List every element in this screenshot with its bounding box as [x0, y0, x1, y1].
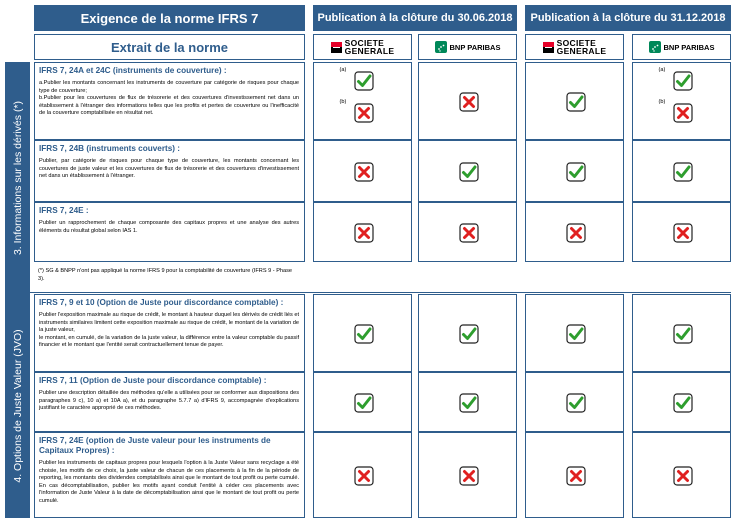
requirement-cell-24e-equity: [34, 432, 305, 518]
bnp-logo-text: BNP PARIBAS: [449, 42, 501, 52]
societe-generale-logo: [331, 39, 395, 55]
check-icon: [354, 324, 374, 344]
verdict-cell-sg-12: [525, 372, 624, 432]
requirement-title: IFRS 7, 9 et 10 (Option de Juste pour discordance comptable) :: [39, 298, 284, 307]
header-pub-2018-12: Publication à la clôture du 31.12.2018: [525, 5, 731, 31]
requirement-cell-9-10: [34, 294, 305, 372]
sub-item-label: (a): [658, 67, 666, 73]
cross-icon: [566, 466, 586, 486]
sg-logo-line2: GENERALE: [556, 46, 607, 56]
verdict-cell-sg-12: [525, 140, 624, 202]
check-icon: [459, 324, 479, 344]
verdict-cell-sg-06: [313, 140, 412, 202]
verdict-cell-bnp-12: [632, 62, 731, 140]
verdict-cell-bnp-06: [418, 202, 517, 262]
requirement-body: Publier, par catégorie de risques pour chaque type de couverture, les montants concernant les couvertures de juste valeur et les couvertures de flux de trésorerie et des couvertures d'investissement net dans un établissement à l'étranger.: [39, 158, 299, 180]
cross-icon: [354, 466, 374, 486]
requirement-body: Publier une description détaillée des méthodes qu'elle a utilisées pour se conformer aux dispositions des paragraphes 9 c), 10 a) et 10A a), et du paragraphe 5.7.7 a) d'IFRS 9, accompagnée d'explications justifiant le caractère approprié de ces méthodes.: [39, 390, 299, 412]
verdict-cell-bnp-12: [632, 372, 731, 432]
logo-cell-sg-06: [313, 34, 412, 60]
verdict-cell-bnp-12: [632, 140, 731, 202]
footnote: (*) SG & BNPP n'ont pas appliqué la norme IFRS 9 pour la comptabilité de couverture (IFRS 9 - Phase 3).: [38, 268, 293, 282]
verdict-cell-bnp-12: [632, 294, 731, 372]
cross-icon: [673, 223, 693, 243]
cross-icon: [673, 466, 693, 486]
verdict-cell-bnp-12: [632, 202, 731, 262]
check-icon: [673, 71, 693, 91]
requirement-cell-24e: [34, 202, 305, 262]
requirement-title: IFRS 7, 24E (option de Juste valeur pour les instruments de Capitaux Propres) :: [39, 436, 271, 455]
logo-cell-bnp-06: [418, 34, 517, 60]
requirement-cell-11: [34, 372, 305, 432]
verdict-cell-sg-06: [313, 372, 412, 432]
cross-icon: [459, 223, 479, 243]
verdict-cell-sg-06: [313, 432, 412, 518]
section-3-label-text: 3. Informations sur les dérivés (*): [11, 100, 24, 256]
bnp-stars-icon: [435, 41, 447, 53]
sg-logo-line1: SOCIETE: [556, 38, 597, 48]
header-pub-2018-06: Publication à la clôture du 30.06.2018: [313, 5, 517, 31]
check-icon: [459, 162, 479, 182]
bnp-logo-text: BNP PARIBAS: [663, 42, 715, 52]
verdict-cell-bnp-12: [632, 432, 731, 518]
check-icon: [673, 162, 693, 182]
verdict-cell-sg-12: [525, 294, 624, 372]
check-icon: [566, 393, 586, 413]
societe-generale-logo: [543, 39, 607, 55]
sg-square-icon: [543, 42, 554, 53]
requirement-body: Publier l'exposition maximale au risque de crédit, le montant à hauteur duquel les dérivés de crédit liés et instruments similaires limitent cette exposition maximale au risque de crédit, le montant de la variation de la juste valeur, le montant, en cumulé, de la variation de la juste valeur, la différence entre la valeur comptable du passif financier et le montant que l'entité serait contractuellement tenue de payer.: [39, 312, 299, 349]
requirement-title: IFRS 7, 24E :: [39, 206, 89, 215]
verdict-cell-bnp-06: [418, 372, 517, 432]
verdict-cell-bnp-06: [418, 432, 517, 518]
check-icon: [566, 92, 586, 112]
sub-item-label: (b): [658, 99, 666, 105]
verdict-cell-sg-12: [525, 202, 624, 262]
sub-item-label: (b): [339, 99, 347, 105]
check-icon: [673, 324, 693, 344]
requirement-body: a.Publier les montants concernant les instruments de couverture par catégorie de risques pour chaque type de couverture; b.Publier pour les couvertures de flux de trésorerie et des couvertures d'investissement net dans un établissement à l'étranger des informations telles que les profits et pertes de couverture ou l'inefficacité de la couverture comptabilisée en résultat net.: [39, 80, 299, 117]
requirement-header: Exigence de la norme IFRS 7: [34, 5, 305, 31]
requirement-body: Publier un rapprochement de chaque composante des capitaux propres et une analyse des autres éléments du résultat global selon IAS 1.: [39, 220, 299, 234]
sg-square-icon: [331, 42, 342, 53]
verdict-cell-sg-06: [313, 62, 412, 140]
verdict-cell-bnp-06: [418, 140, 517, 202]
requirement-cell-24b: [34, 140, 305, 202]
sg-logo-line2: GENERALE: [344, 46, 395, 56]
verdict-cell-sg-06: [313, 202, 412, 262]
requirement-title: IFRS 7, 11 (Option de Juste pour discordance comptable) :: [39, 376, 267, 385]
verdict-cell-bnp-06: [418, 294, 517, 372]
bnp-paribas-logo: [649, 41, 715, 53]
sg-logo-line1: SOCIETE: [344, 38, 385, 48]
requirement-cell-24a-24c: [34, 62, 305, 140]
bnp-stars-icon: [649, 41, 661, 53]
cross-icon: [354, 223, 374, 243]
cross-icon: [673, 103, 693, 123]
cross-icon: [459, 92, 479, 112]
sub-item-label: (a): [339, 67, 347, 73]
section-label-derivatives: [5, 62, 30, 294]
cross-icon: [566, 223, 586, 243]
check-icon: [354, 71, 374, 91]
cross-icon: [354, 103, 374, 123]
requirement-title: IFRS 7, 24B (instruments couverts) :: [39, 144, 181, 153]
cross-icon: [354, 162, 374, 182]
verdict-cell-bnp-06: [418, 62, 517, 140]
verdict-cell-sg-12: [525, 62, 624, 140]
cross-icon: [459, 466, 479, 486]
requirement-body: Publier les instruments de capitaux propres pour lesquels l'option à la Juste Valeur sans recyclage a été choisie, les motifs de ce choix, la juste valeur de chacun de ces placements à la fin de la période de reporting, les montants des dividendes comptabilisés ainsi que le montant de tout profit ou perte cumulé. En cas décomptabilisation, publier les motifs ayant conduit l'entité à céder ces placements avec l'information de Juste Valeur à la date de décomptabilisation ainsi que le montant de tout profit ou perte cumulé.: [39, 460, 299, 504]
check-icon: [354, 393, 374, 413]
section-divider: [5, 292, 731, 293]
section-label-fair-value-options: [5, 294, 30, 518]
check-icon: [673, 393, 693, 413]
requirement-title: IFRS 7, 24A et 24C (instruments de couverture) :: [39, 66, 227, 75]
check-icon: [566, 324, 586, 344]
check-icon: [566, 162, 586, 182]
logo-cell-sg-12: [525, 34, 624, 60]
verdict-cell-sg-12: [525, 432, 624, 518]
extrait-header: Extrait de la norme: [34, 34, 305, 60]
check-icon: [459, 393, 479, 413]
bnp-paribas-logo: [435, 41, 501, 53]
verdict-cell-sg-06: [313, 294, 412, 372]
logo-cell-bnp-12: [632, 34, 731, 60]
section-4-label-text: 4. Options de Juste Valeur (JVO): [11, 329, 24, 483]
